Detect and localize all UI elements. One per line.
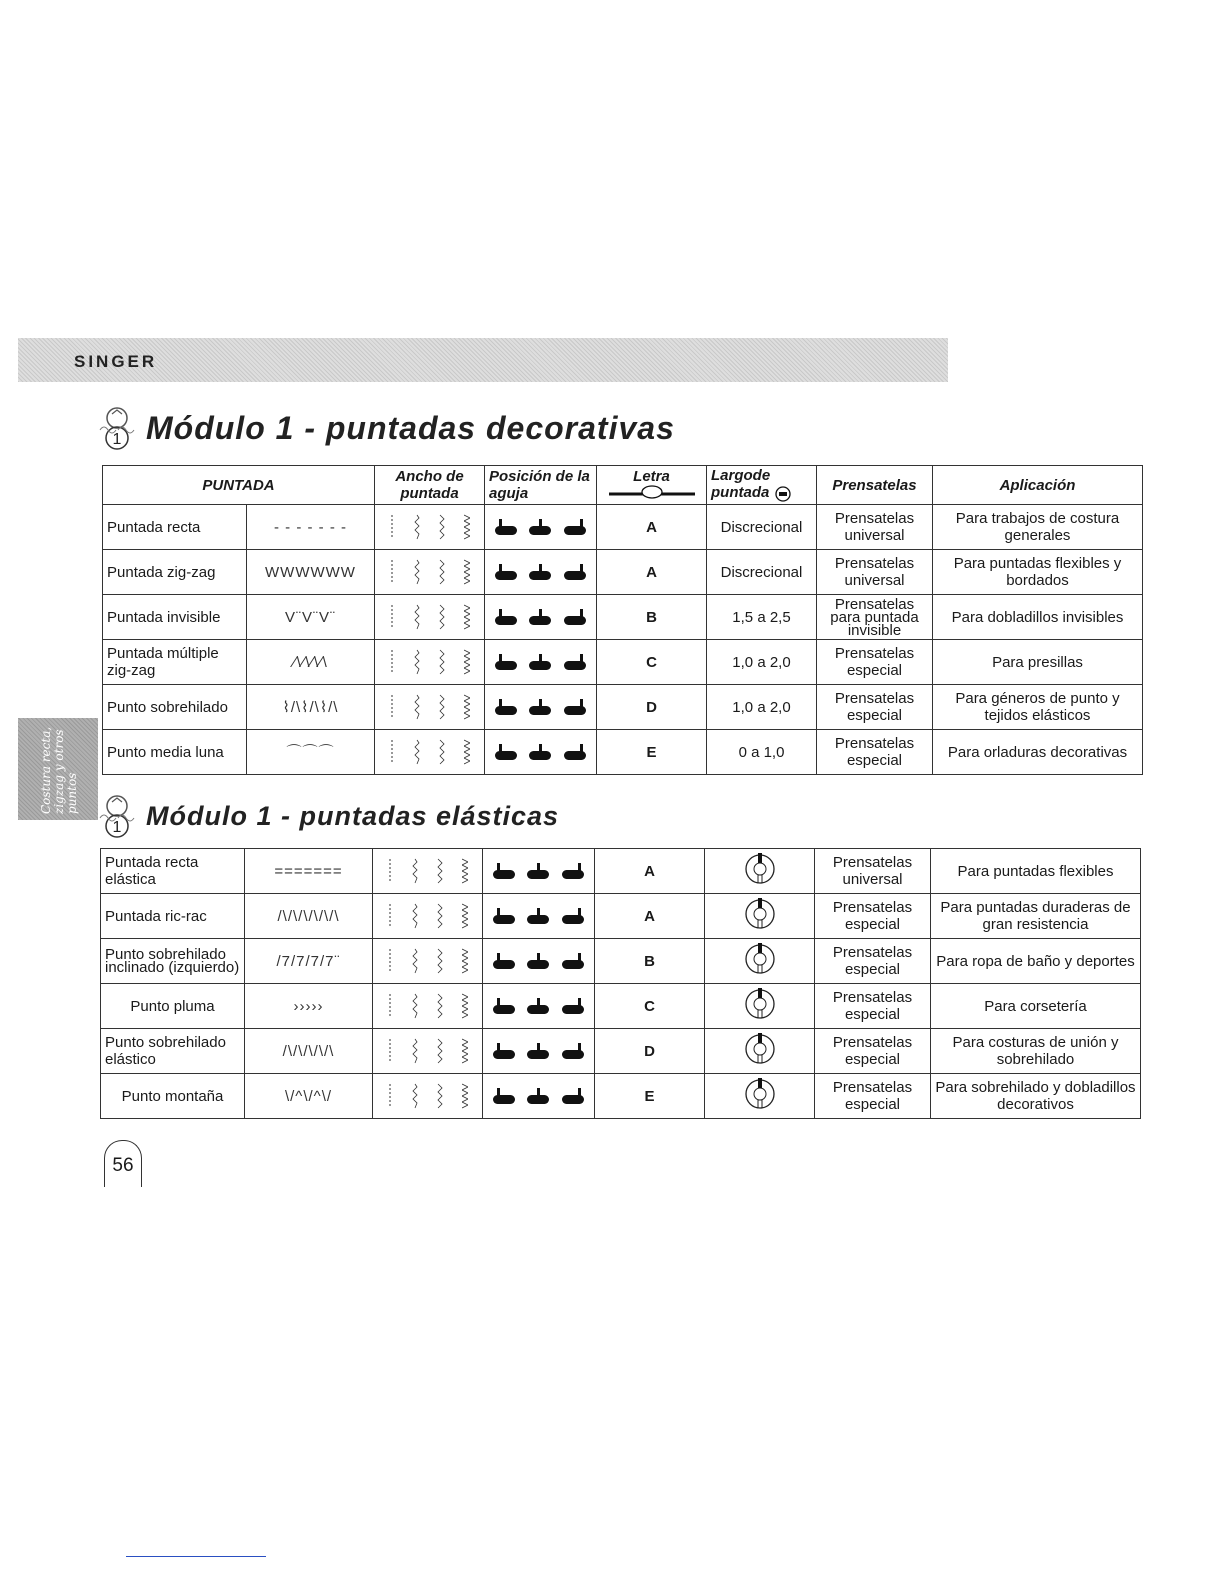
- stitch-width-cell: [373, 1029, 483, 1074]
- table-row: [101, 849, 1141, 894]
- stitch-width-icon: [377, 1083, 478, 1109]
- application: Para trabajos de costura generales: [933, 505, 1143, 550]
- needle-position-icon: [489, 654, 592, 670]
- table-row: [101, 1074, 1141, 1119]
- letter-value: D: [597, 685, 707, 730]
- header-posicion: Posición de la aguja: [485, 466, 597, 505]
- stitch-name: Punto montaña: [101, 1074, 245, 1119]
- stitch-name: Puntada invisible: [103, 595, 247, 640]
- needle-position-cell: [485, 685, 597, 730]
- stitch-pattern: /\/\/\/\/\/\: [245, 894, 373, 939]
- stitch-width-icon: [377, 858, 478, 884]
- stitch-width-icon: [379, 694, 480, 720]
- stitch-pattern: ⁄\⁄\⁄\⁄\: [247, 640, 375, 685]
- letter-value: C: [595, 984, 705, 1029]
- header-prensatelas: Prensatelas: [817, 466, 933, 505]
- stitch-name: Puntada recta elástica: [101, 849, 245, 894]
- stitch-pattern: - - - - - - -: [247, 505, 375, 550]
- stitch-width-icon: [379, 559, 480, 585]
- stitch-name: Puntada múltiple zig-zag: [103, 640, 247, 685]
- table-row: [103, 505, 1143, 550]
- presser-foot: Prensatelas especial: [815, 1074, 931, 1119]
- module-badge-icon: [96, 792, 138, 840]
- letter-value: A: [597, 505, 707, 550]
- stitch-width-icon: [377, 1038, 478, 1064]
- application: Para presillas: [933, 640, 1143, 685]
- section-title-decorative: [96, 404, 675, 452]
- letter-value: D: [595, 1029, 705, 1074]
- presser-foot: Prensatelas especial: [815, 939, 931, 984]
- stitch-width-cell: [375, 505, 485, 550]
- letter-value: A: [595, 894, 705, 939]
- stretch-dial-icon: [744, 986, 776, 1022]
- header-ancho: Ancho de puntada: [375, 466, 485, 505]
- stitch-width-cell: [373, 849, 483, 894]
- header-letra: Letra: [633, 467, 670, 485]
- stitch-width-cell: [373, 939, 483, 984]
- stitch-width-icon: [379, 649, 480, 675]
- stitch-name: Punto media luna: [103, 730, 247, 775]
- table-row: [103, 595, 1143, 640]
- stitch-length-value: 0 a 1,0: [707, 730, 817, 775]
- presser-foot: Prensatelas especial: [817, 730, 933, 775]
- header-largo-cell: [707, 466, 817, 505]
- module-badge-icon: [96, 404, 138, 452]
- stitch-width-cell: [375, 640, 485, 685]
- stitch-pattern: ›››››: [245, 984, 373, 1029]
- stretch-dial-icon: [744, 941, 776, 977]
- stitch-length-value: Discrecional: [707, 550, 817, 595]
- needle-position-icon: [489, 564, 592, 580]
- needle-position-icon: [487, 998, 590, 1014]
- needle-position-cell: [483, 1074, 595, 1119]
- stitch-name: Punto sobrehilado inclinado (izquierdo): [101, 939, 245, 984]
- application: Para costuras de unión y sobrehilado: [931, 1029, 1141, 1074]
- stretch-dial-icon: [744, 1076, 776, 1112]
- letter-value: B: [595, 939, 705, 984]
- stitch-width-cell: [373, 1074, 483, 1119]
- chapter-side-tab[interactable]: [18, 718, 98, 820]
- stitch-length-value: 1,5 a 2,5: [707, 595, 817, 640]
- stitch-width-icon: [377, 993, 478, 1019]
- needle-position-cell: [483, 984, 595, 1029]
- table-row: [103, 640, 1143, 685]
- stretch-dial-cell: [705, 894, 815, 939]
- needle-position-icon: [489, 744, 592, 760]
- needle-position-icon: [487, 863, 590, 879]
- stretch-dial-cell: [705, 939, 815, 984]
- stitch-width-icon: [377, 948, 478, 974]
- stitch-width-cell: [373, 894, 483, 939]
- table-row: [103, 550, 1143, 595]
- decorative-stitch-table: [102, 465, 1143, 775]
- needle-position-cell: [483, 849, 595, 894]
- stitch-length-value: Discrecional: [707, 505, 817, 550]
- stitch-name: Punto pluma: [101, 984, 245, 1029]
- stitch-width-icon: [377, 903, 478, 929]
- application: Para corsetería: [931, 984, 1141, 1029]
- needle-position-cell: [485, 550, 597, 595]
- application: Para géneros de punto y tejidos elásticos: [933, 685, 1143, 730]
- header-puntada: PUNTADA: [103, 466, 375, 505]
- presser-foot: Prensatelas especial: [817, 640, 933, 685]
- stitch-width-cell: [375, 550, 485, 595]
- table-row: [101, 939, 1141, 984]
- stitch-length-value: 1,0 a 2,0: [707, 685, 817, 730]
- presser-foot: Prensatelas especial: [817, 685, 933, 730]
- needle-position-icon: [487, 908, 590, 924]
- presser-foot: Prensatelas universal: [815, 849, 931, 894]
- stitch-width-cell: [375, 685, 485, 730]
- stretch-dial-icon: [744, 1031, 776, 1067]
- svg-text:1: 1: [112, 431, 122, 448]
- needle-position-cell: [483, 1029, 595, 1074]
- stretch-dial-icon: [744, 896, 776, 932]
- application: Para dobladillos invisibles: [933, 595, 1143, 640]
- stitch-pattern: /7/7/7/7¨: [245, 939, 373, 984]
- application: Para puntadas flexibles: [931, 849, 1141, 894]
- stretch-dial-cell: [705, 1029, 815, 1074]
- letter-dial-icon: [607, 485, 697, 499]
- stretch-dial-cell: [705, 1074, 815, 1119]
- presser-foot: Prensatelas para puntada invisible: [817, 595, 933, 640]
- application: Para sobrehilado y dobladillos decorativos: [931, 1074, 1141, 1119]
- needle-position-cell: [485, 505, 597, 550]
- letter-value: B: [597, 595, 707, 640]
- application: Para ropa de baño y deportes: [931, 939, 1141, 984]
- section-title-text: Módulo 1 - puntadas elásticas: [146, 800, 560, 831]
- needle-position-cell: [483, 939, 595, 984]
- letter-value: E: [597, 730, 707, 775]
- stitch-pattern: WWWWWW: [247, 550, 375, 595]
- presser-foot: Prensatelas especial: [815, 894, 931, 939]
- stitch-pattern: /\/\/\/\/\: [245, 1029, 373, 1074]
- application: Para puntadas flexibles y bordados: [933, 550, 1143, 595]
- stitch-name: Punto sobrehilado: [103, 685, 247, 730]
- application: Para puntadas duraderas de gran resistencia: [931, 894, 1141, 939]
- footer-link-underline: [126, 1556, 266, 1557]
- stitch-width-cell: [375, 595, 485, 640]
- header-aplicacion: Aplicación: [933, 466, 1143, 505]
- table-row: [101, 1029, 1141, 1074]
- header-largo: Largode puntada: [711, 467, 771, 502]
- stitch-width-cell: [375, 730, 485, 775]
- letter-value: E: [595, 1074, 705, 1119]
- needle-position-cell: [485, 640, 597, 685]
- letter-value: C: [597, 640, 707, 685]
- needle-position-cell: [483, 894, 595, 939]
- needle-position-icon: [489, 699, 592, 715]
- stitch-length-value: 1,0 a 2,0: [707, 640, 817, 685]
- stitch-name: Puntada recta: [103, 505, 247, 550]
- needle-position-icon: [489, 519, 592, 535]
- needle-position-icon: [489, 609, 592, 625]
- stitch-width-icon: [379, 739, 480, 765]
- brand-bar: [18, 338, 948, 382]
- stitch-name: Punto sobrehilado elástico: [101, 1029, 245, 1074]
- stitch-pattern: V¨V¨V¨: [247, 595, 375, 640]
- table-row: [101, 984, 1141, 1029]
- stitch-pattern: ⌇/\⌇/\⌇/\: [247, 685, 375, 730]
- letter-value: A: [597, 550, 707, 595]
- stitch-width-icon: [379, 514, 480, 540]
- letter-value: A: [595, 849, 705, 894]
- svg-text:1: 1: [112, 819, 122, 836]
- needle-position-cell: [485, 595, 597, 640]
- presser-foot: Prensatelas universal: [817, 550, 933, 595]
- stitch-width-cell: [373, 984, 483, 1029]
- table-row: [103, 685, 1143, 730]
- stretch-dial-cell: [705, 984, 815, 1029]
- page-number: 56: [104, 1140, 142, 1187]
- stitch-pattern: =======: [245, 849, 373, 894]
- stitch-name: Puntada zig-zag: [103, 550, 247, 595]
- stitch-pattern: \/^\/^\/: [245, 1074, 373, 1119]
- header-letra-cell: [597, 466, 707, 505]
- elastic-stitch-table: [100, 848, 1141, 1119]
- section-title-text: Módulo 1 - puntadas decorativas: [146, 409, 675, 446]
- table-row: [101, 894, 1141, 939]
- presser-foot: Prensatelas especial: [815, 984, 931, 1029]
- needle-position-cell: [485, 730, 597, 775]
- application: Para orladuras decorativas: [933, 730, 1143, 775]
- stretch-dial-cell: [705, 849, 815, 894]
- stitch-width-icon: [379, 604, 480, 630]
- needle-position-icon: [487, 1043, 590, 1059]
- stretch-dial-icon: [744, 851, 776, 887]
- chapter-side-tab-label: Costura recta, zigzag y otros puntos: [39, 726, 79, 814]
- presser-foot: Prensatelas especial: [815, 1029, 931, 1074]
- brand-name: SINGER: [74, 352, 158, 371]
- table-header-row: [103, 466, 1143, 505]
- section-title-elastic: [96, 792, 559, 840]
- table-row: [103, 730, 1143, 775]
- stitch-name: Puntada ric-rac: [101, 894, 245, 939]
- needle-position-icon: [487, 953, 590, 969]
- presser-foot: Prensatelas universal: [817, 505, 933, 550]
- stitch-pattern: ⌒⌒⌒: [247, 730, 375, 775]
- stitch-length-dial-icon: [774, 485, 792, 503]
- needle-position-icon: [487, 1088, 590, 1104]
